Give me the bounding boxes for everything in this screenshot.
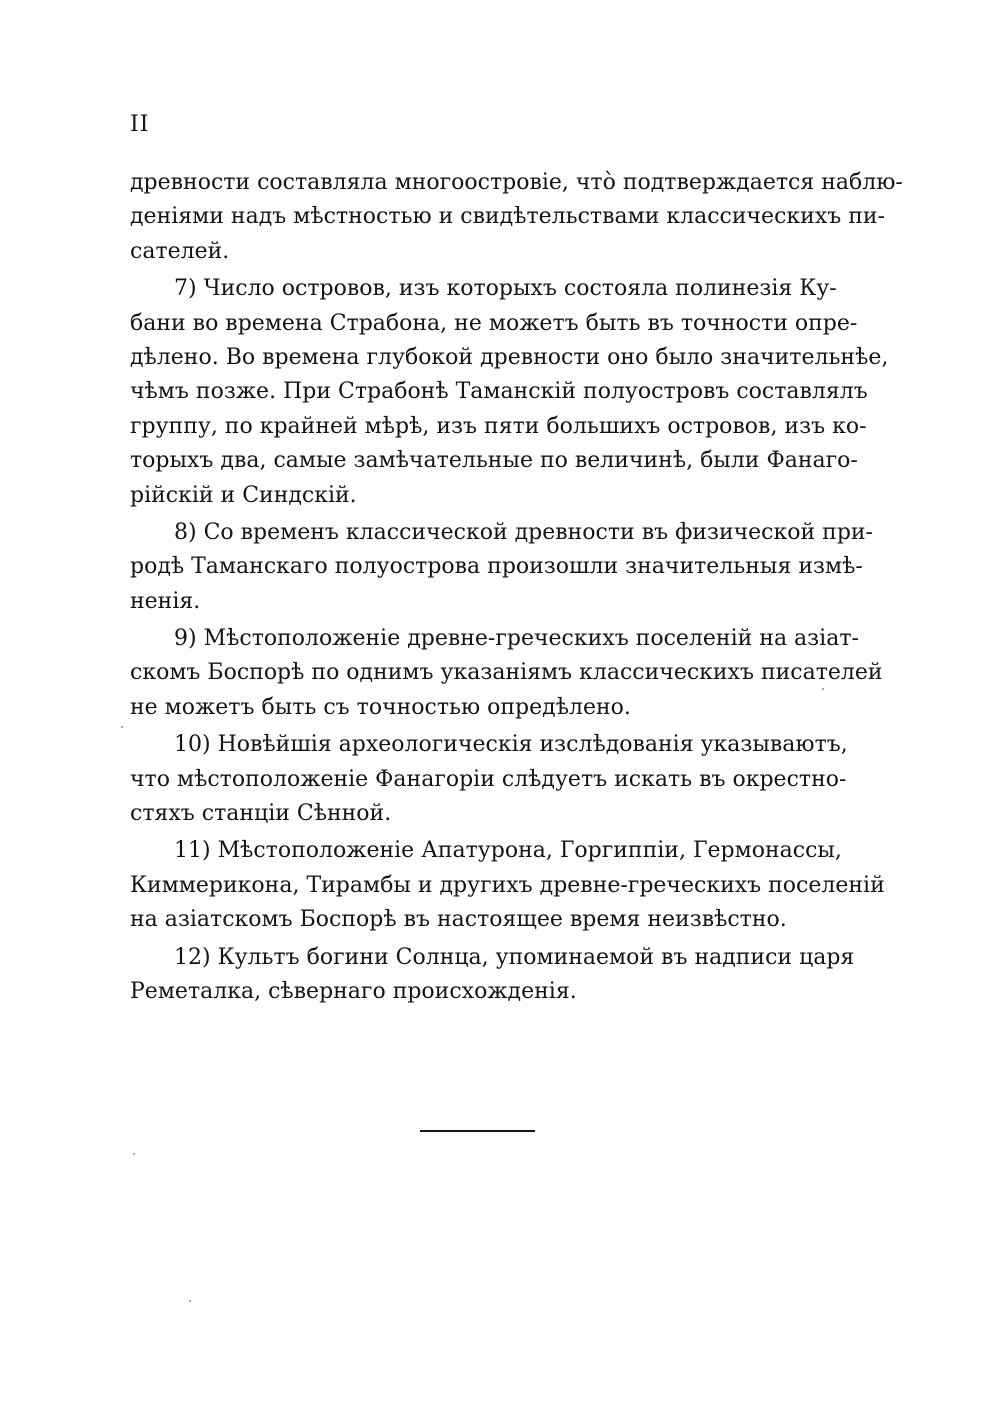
text-line: сателей. [130, 238, 230, 264]
scan-speck [133, 1153, 135, 1155]
text-line: Реметалка, сѣвернаго происхожденія. [130, 978, 577, 1004]
text-line: группу, по крайней мѣрѣ, изъ пяти большихъ островов, изъ ко- [130, 413, 867, 439]
text-line: 11) Мѣстоположеніе Апатурона, Горгиппіи, Гермонассы, [174, 838, 842, 864]
scan-speck [189, 1300, 191, 1302]
text-line: что мѣстоположеніе Фанагоріи слѣдуетъ искать въ окрестно- [130, 766, 847, 792]
text-line: рійскій и Синдскій. [130, 482, 357, 508]
text-line: 8) Со временъ классической древности въ физической при- [174, 519, 873, 545]
text-line: 9) Мѣстоположеніе древне-греческихъ поселеній на азіат- [174, 626, 859, 652]
text-line: торыхъ два, самые замѣчательные по величинѣ, были Фанаго- [130, 448, 858, 474]
text-line: 10) Новѣйшія археологическія изслѣдованія указываютъ, [174, 732, 848, 758]
page-number: II [130, 112, 150, 137]
text-line: 7) Число островов, изъ которыхъ состояла полинезія Ку- [174, 276, 837, 302]
text-line: на азіатскомъ Боспорѣ въ настоящее время неизвѣстно. [130, 907, 787, 933]
text-line: родѣ Таманскаго полуострова произошли значительныя измѣ- [130, 554, 863, 580]
text-line: бани во времена Страбона, не можетъ быть въ точности опре- [130, 310, 858, 336]
section-end-rule [420, 1130, 535, 1132]
scan-speck [121, 726, 123, 728]
body-text [130, 166, 903, 1009]
text-line: 12) Культъ богини Солнца, упоминаемой въ надписи царя [174, 944, 855, 970]
text-line: не можетъ быть съ точностью опредѣлено. [130, 694, 631, 720]
text-line: деніями надъ мѣстностью и свидѣтельствами классическихъ пи- [130, 204, 885, 230]
scan-speck [822, 688, 824, 690]
text-line: дѣлено. Во времена глубокой древности оно было значительнѣе, [130, 344, 889, 370]
text-line: Киммерикона, Тирамбы и другихъ древне-греческихъ поселеній [130, 872, 885, 898]
text-line: ненія. [130, 588, 201, 614]
text-line: древности составляла многоостровіе, что̀ подтверждается наблю- [130, 170, 903, 195]
text-line: стяхъ станціи Сѣнной. [130, 801, 392, 827]
text-line: скомъ Боспорѣ по однимъ указаніямъ классическихъ писателей [130, 660, 883, 686]
text-line: чѣмъ позже. При Страбонѣ Таманскій полуостровъ составлялъ [130, 379, 868, 405]
